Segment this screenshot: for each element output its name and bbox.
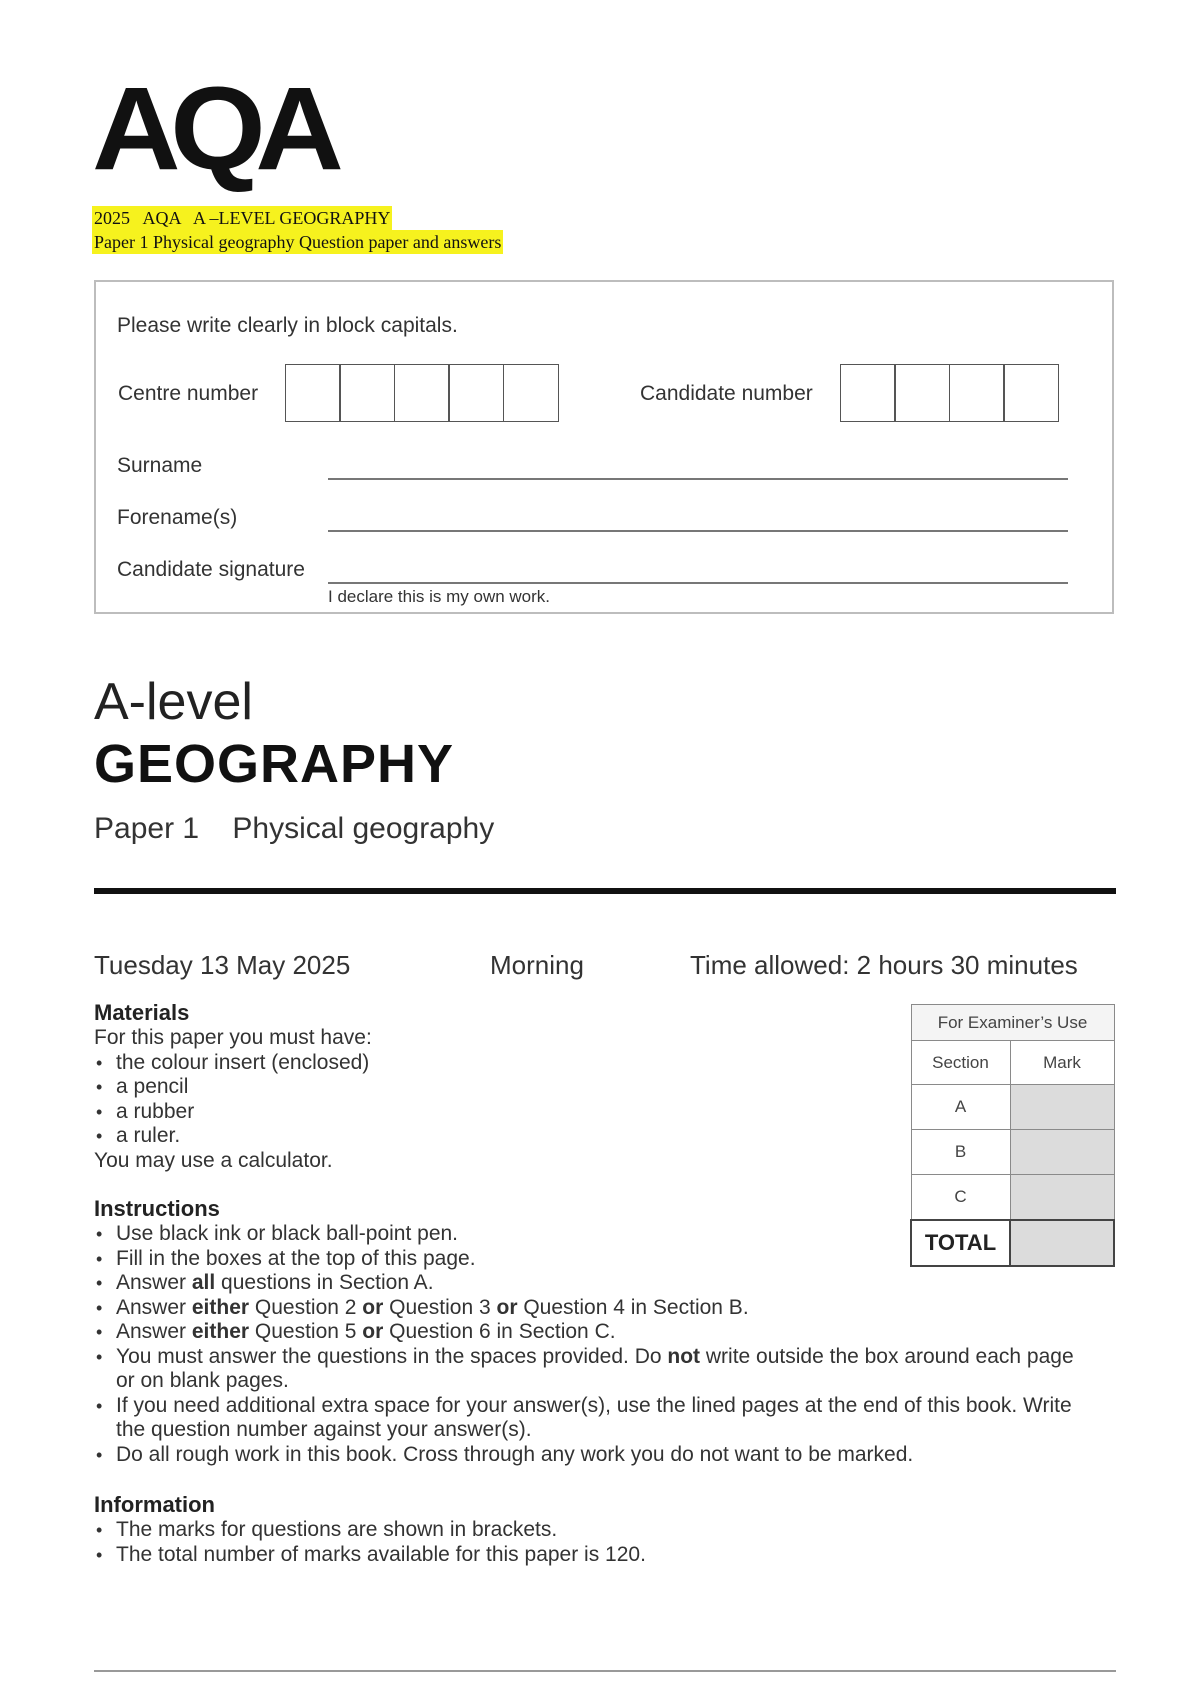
candidate-number-digit-box[interactable] (1003, 364, 1059, 422)
section-label: B (911, 1130, 1010, 1175)
instruction-text: Question 6 in Section C. (383, 1320, 616, 1343)
candidate-details-box (94, 280, 1114, 614)
information-item: • The total number of marks available for this paper is 120. (94, 1543, 1094, 1568)
forenames-label: Forename(s) (117, 506, 238, 529)
instruction-text: Question 5 (249, 1320, 363, 1343)
candidate-number-digit-box[interactable] (894, 364, 950, 422)
signature-label: Candidate signature (117, 558, 305, 581)
instruction-text: Answer (116, 1320, 192, 1343)
footer-divider (94, 1670, 1116, 1672)
instruction-text: Question 4 in Section B. (517, 1295, 749, 1319)
title-divider (94, 888, 1116, 894)
highlighted-title-line-2: Paper 1 Physical geography Question paper and answers (94, 232, 502, 252)
candidate-number-digit-box[interactable] (840, 364, 896, 422)
instruction-text: questions in Section A. (215, 1271, 434, 1294)
materials-item: • a pencil (94, 1075, 814, 1100)
instruction-text: Answer (116, 1271, 192, 1294)
instruction-item (94, 1320, 1094, 1345)
centre-number-digit-box[interactable] (448, 364, 504, 422)
aqa-logo: AQA (92, 63, 334, 195)
instruction-item: • Use black ink or black ball-point pen. (94, 1222, 1094, 1247)
instruction-emphasis: all (191, 1271, 216, 1294)
centre-number-digit-box[interactable] (339, 364, 395, 422)
mark-cell (1010, 1130, 1114, 1175)
instruction-text: Answer (116, 1295, 192, 1319)
level-heading: A-level (94, 673, 253, 731)
paper-title: Paper 1 Physical geography (94, 812, 495, 845)
instruction-text: You must answer the questions in the spaces provided. Do (116, 1344, 668, 1368)
materials-item: • a ruler. (94, 1124, 814, 1149)
instruction-emphasis: or (496, 1295, 518, 1319)
candidate-number-boxes (841, 364, 1059, 422)
examiner-table-title: For Examiner’s Use (911, 1005, 1114, 1041)
forenames-line[interactable] (328, 530, 1068, 532)
information-item: • The marks for questions are shown in brackets. (94, 1518, 1094, 1543)
time-allowed: Time allowed: 2 hours 30 minutes (690, 950, 1078, 980)
instruction-item: • If you need additional extra space for your answer(s), use the lined pages at the end of this book. Write the question number against your answer(s). (94, 1394, 1094, 1443)
declaration-text: I declare this is my own work. (328, 587, 551, 606)
centre-number-digit-box[interactable] (394, 364, 450, 422)
candidate-number-digit-box[interactable] (949, 364, 1005, 422)
calculator-note: You may use a calculator. (94, 1148, 333, 1172)
instruction-emphasis: or (362, 1295, 384, 1319)
subject-heading: GEOGRAPHY (94, 734, 455, 794)
section-column-header: Section (911, 1041, 1010, 1085)
instruction-text: Question 2 (249, 1295, 363, 1319)
section-label: A (911, 1085, 1010, 1130)
materials-item: • the colour insert (enclosed) (94, 1051, 814, 1076)
exam-session: Morning (490, 950, 584, 980)
block-capitals-instruction: Please write clearly in block capitals. (117, 314, 458, 337)
instruction-item (94, 1296, 1094, 1321)
total-mark-cell (1010, 1220, 1114, 1266)
total-label: TOTAL (911, 1220, 1010, 1266)
instruction-item: • Fill in the boxes at the top of this page. (94, 1247, 1094, 1272)
mark-column-header: Mark (1010, 1041, 1114, 1085)
mark-cell (1010, 1085, 1114, 1130)
materials-heading: Materials (94, 1000, 190, 1025)
exam-date: Tuesday 13 May 2025 (94, 950, 351, 980)
instruction-item (94, 1271, 1094, 1296)
instructions-heading: Instructions (94, 1196, 220, 1221)
materials-intro: For this paper you must have: (94, 1026, 372, 1049)
candidate-number-label: Candidate number (640, 382, 813, 405)
highlighted-title-line-1: 2025 AQA A –LEVEL GEOGRAPHY (94, 208, 391, 228)
surname-label: Surname (117, 454, 203, 477)
instruction-text: Question 3 (383, 1295, 497, 1319)
instruction-item (94, 1345, 1094, 1394)
information-section (94, 1492, 1094, 1567)
signature-line[interactable] (328, 582, 1068, 584)
centre-number-digit-box[interactable] (503, 364, 559, 422)
instruction-emphasis: either (191, 1295, 250, 1319)
mark-cell (1010, 1175, 1114, 1221)
instruction-emphasis: not (667, 1344, 701, 1368)
instruction-text: write outside the box around each page or on blank pages. (116, 1344, 1074, 1392)
materials-section (94, 1000, 814, 1173)
instruction-emphasis: either (191, 1320, 250, 1343)
information-heading: Information (94, 1492, 215, 1517)
instruction-item: • Do all rough work in this book. Cross through any work you do not want to be marked. (94, 1443, 1094, 1468)
instruction-emphasis: or (362, 1320, 384, 1343)
surname-line[interactable] (328, 478, 1068, 480)
centre-number-boxes (286, 364, 559, 422)
materials-item: • a rubber (94, 1100, 814, 1125)
centre-number-label: Centre number (118, 382, 259, 405)
examiner-use-table (910, 1004, 1115, 1267)
centre-number-digit-box[interactable] (285, 364, 341, 422)
section-label: C (911, 1175, 1010, 1221)
